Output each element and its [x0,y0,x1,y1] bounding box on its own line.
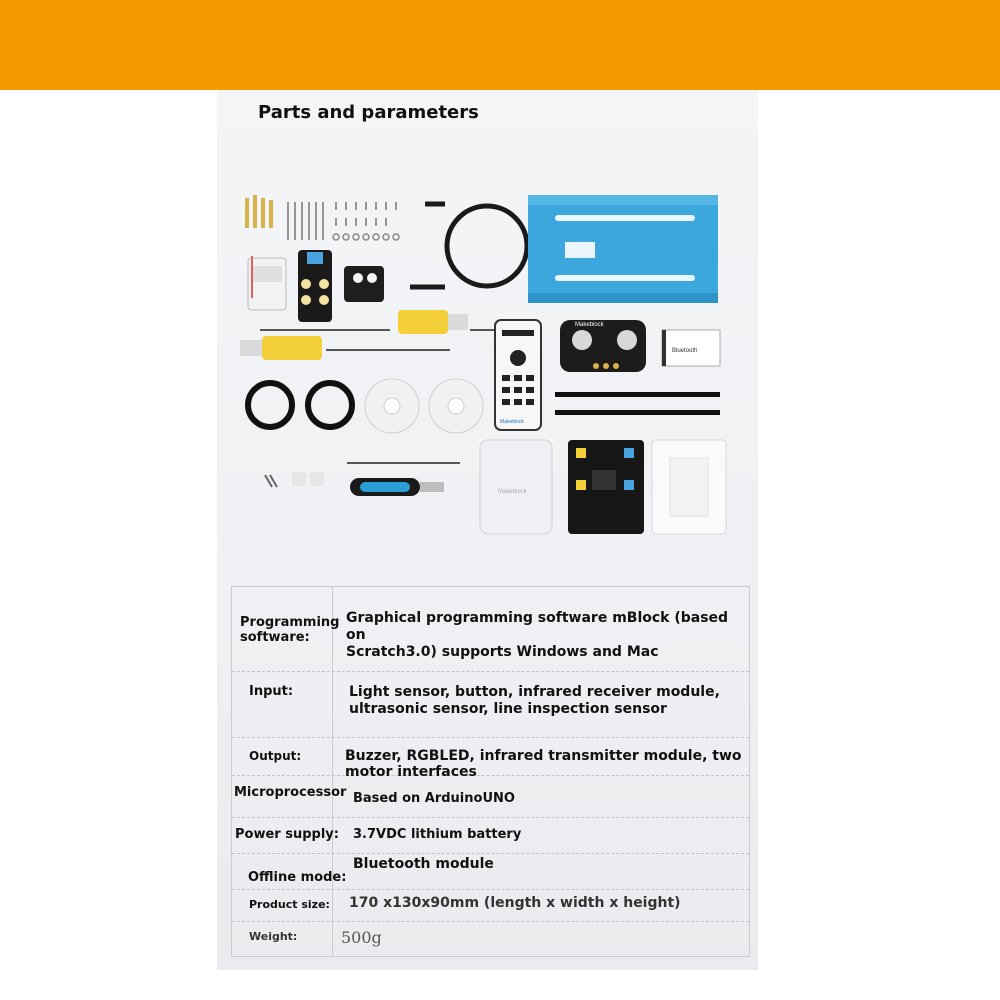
tyres [248,383,352,427]
row-value: Graphical programming software mBlock (based on Scratch3.0) supports Windows and Mac [346,610,729,660]
top-banner [0,0,1000,90]
svg-text:Bluetooth: Bluetooth [672,348,698,354]
brass-standoffs [245,195,273,228]
battery-holder [344,266,384,302]
row-label: Offline mode: [248,870,347,885]
lithium-battery [248,256,286,310]
acrylic-cover [652,440,726,534]
ir-remote [495,320,541,430]
table-row [232,889,749,922]
acrylic-shell [480,440,552,534]
svg-text:Makeblock: Makeblock [498,489,527,495]
row-label: Weight: [249,930,298,943]
row-value: Buzzer, RGBLED, infrared transmitter module, two motor interfaces [345,748,742,780]
row-label: Input: [249,684,294,699]
ultrasonic-sensor [560,320,646,372]
svg-text:Makeblock: Makeblock [500,419,524,425]
bluetooth-module [662,330,720,366]
row-label: Output: [249,749,302,763]
table-row [232,853,749,890]
wheels [365,379,483,433]
nuts [333,234,399,240]
sensor-board [298,250,332,322]
table-row [232,737,749,780]
row-value: 3.7VDC lithium battery [353,827,522,842]
row-value: 500g [341,928,382,947]
table-row [232,671,749,738]
screws [288,202,396,240]
table-row [232,775,749,818]
row-label: Power supply: [235,827,339,842]
table-row [232,921,749,955]
svg-text:Makeblock: Makeblock [575,322,604,328]
row-label: Programming software: [240,615,340,645]
row-value: Based on ArduinoUNO [353,791,515,806]
gear-motors [240,310,530,360]
mcore-mainboard [568,440,644,534]
parts-illustration [230,180,740,550]
aluminium-chassis [528,195,718,303]
screwdriver [265,463,460,496]
rj25-cables [555,392,720,415]
page-title: Parts and parameters [258,102,479,123]
table-row [232,587,749,672]
row-value: Bluetooth module [353,856,494,872]
row-value: Light sensor, button, infrared receiver module, ultrasonic sensor, line inspection sensor [349,684,720,717]
row-value: 170 x130x90mm (length x width x height) [349,895,681,911]
row-label: Product size: [249,898,330,911]
usb-cable [410,204,527,287]
spec-table [231,586,750,957]
table-row [232,817,749,854]
row-label: Microprocessor [234,785,347,800]
